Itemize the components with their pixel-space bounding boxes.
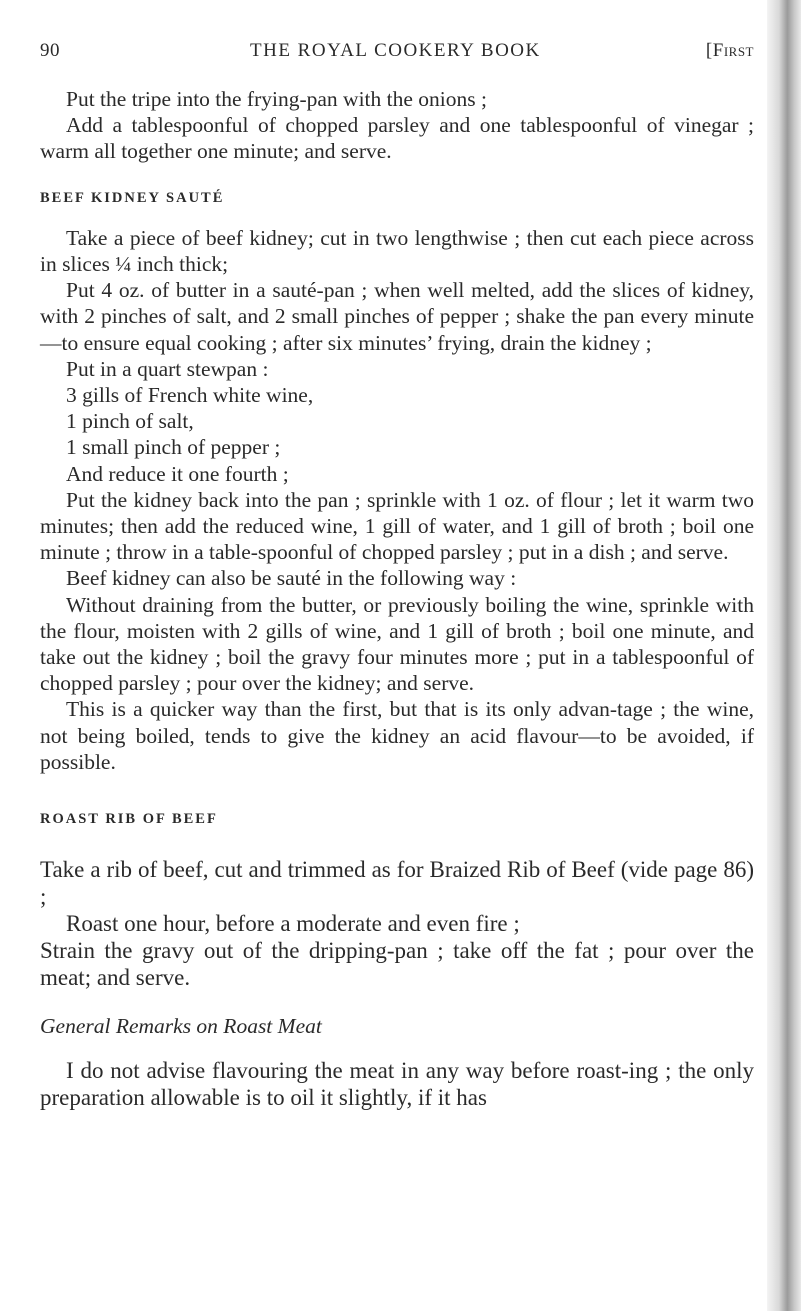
recipe-paragraph: Without draining from the butter, or previously boiling the wine, sprinkle with the flour, moisten with 2 gills of wine, and 1 gill of broth ; boil one minute, and take out the kidney ; boil the gravy four minutes more ; put in a tablespoonful of chopped parsley ; pour over the kidney; and serve. [40,592,754,696]
section-label: [First [705,40,754,61]
page-number: 90 [40,40,60,61]
recipe-paragraph: Beef kidney can also be sauté in the following way : [66,566,517,591]
recipe-paragraph: Put 4 oz. of butter in a sauté-pan ; when well melted, add the slices of kidney, with 2 pinches of salt, and 2 small pinches of pepper ; shake the pan every minute—to ensure equal cooking ; after six minutes’ frying, drain the kidney ; [40,278,754,355]
recipe-paragraph: Roast one hour, before a moderate and even fire ; [66,911,520,937]
recipe-paragraph: Put in a quart stewpan : [66,356,269,381]
recipe-heading: BEEF KIDNEY SAUTÉ [40,189,225,206]
ingredient-item: 1 small pinch of pepper ; [66,435,281,460]
running-head [40,40,754,70]
remarks-paragraph: I do not advise flavouring the meat in any way before roast-ing ; the only preparation allowable is to oil it slightly, if it has [40,1058,754,1111]
recipe-paragraph: And reduce it one fourth ; [66,461,289,486]
recipe-paragraph: This is a quicker way than the first, but that is its only advan-tage ; the wine, not being boiled, tends to give the kidney an acid flavour—to be avoided, if possible. [40,697,754,774]
ingredient-item: 1 pinch of salt, [66,409,194,434]
book-title: THE ROYAL COOKERY BOOK [250,40,541,61]
recipe-heading: ROAST RIB OF BEEF [40,811,218,828]
recipe-paragraph: Take a rib of beef, cut and trimmed as for Braized Rib of Beef (vide page 86) ; [40,857,754,910]
recipe-paragraph: Strain the gravy out of the dripping-pan ; take off the fat ; pour over the meat; and serve. [40,938,754,991]
page-body [40,86,754,1111]
section-subheading: General Remarks on Roast Meat [40,1014,322,1039]
page-edge [767,0,801,1311]
ingredient-item: 3 gills of French white wine, [66,383,314,408]
recipe-paragraph: Put the kidney back into the pan ; sprinkle with 1 oz. of flour ; let it warm two minutes; then add the reduced wine, 1 gill of water, and 1 gill of broth ; boil one minute ; throw in a table-spoonful of chopped parsley ; put in a dish ; and serve. [40,487,754,565]
recipe-paragraph: Take a piece of beef kidney; cut in two lengthwise ; then cut each piece across in slices ¼ inch thick; [40,225,754,277]
intro-line: Add a tablespoonful of chopped parsley and one tablespoonful of vinegar ; warm all together one minute; and serve. [40,113,754,164]
intro-line: Put the tripe into the frying-pan with the onions ; [66,87,487,111]
